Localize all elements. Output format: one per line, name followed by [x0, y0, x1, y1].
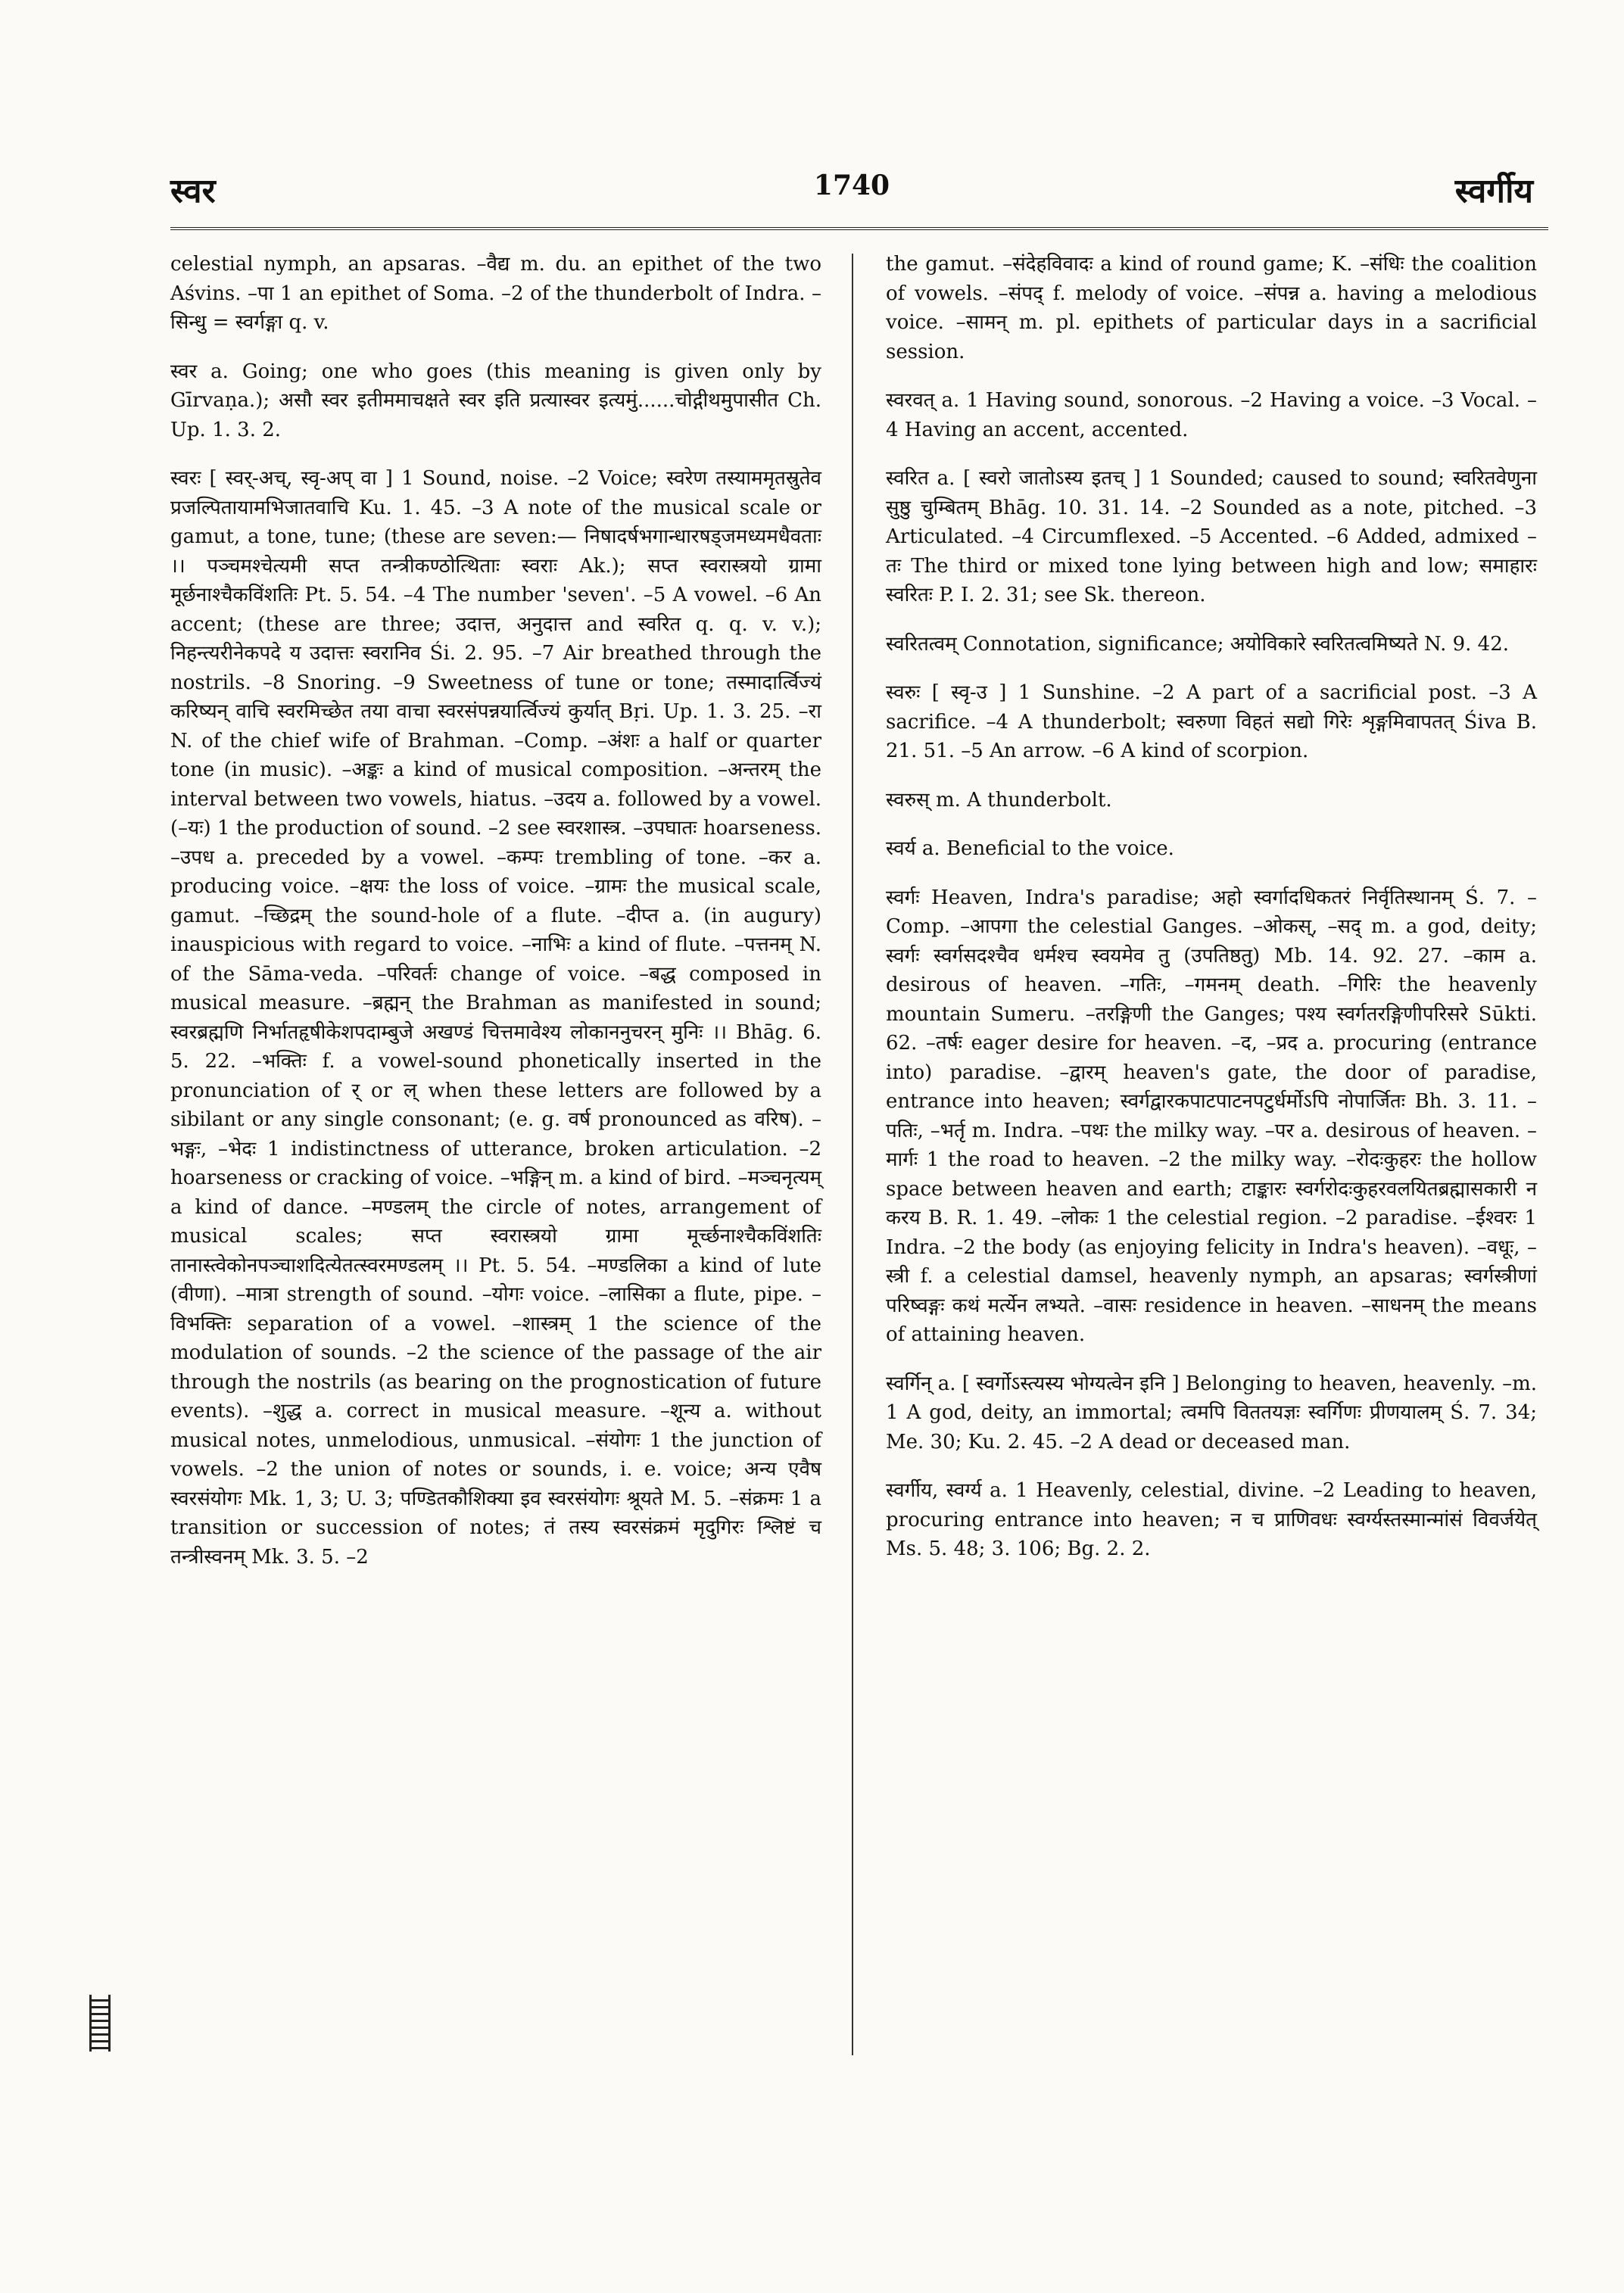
right-column [886, 250, 1537, 1584]
entry: स्वरवत् a. 1 Having sound, sonorous. –2 Having a voice. –3 Vocal. –4 Having an accent, accented. [886, 389, 1537, 441]
entry: स्वर a. Going; one who goes (this meaning is given only by Gīrvaṇa.); असौ स्वर इतीममाचक्षते स्वर इति प्रत्यास्वर इत्यमुं......चोद्गीथमुपासीत Ch. Up. 1. 3. 2. [170, 360, 821, 441]
entry: स्वर्गः Heaven, Indra's paradise; अहो स्वर्गादधिकतरं निर्वृतिस्थानम् Ś. 7. –Comp. –आपगा the celestial Ganges. –ओकस्, –सद् m. a god, deity; स्वर्गः स्वर्गसदश्चैव धर्मश्च स्वयमेव तु (उपतिष्ठतु) Mb. 14. 92. 27. –काम a. desirous of heaven. –गतिः, –गमनम् death. –गिरिः the heavenly mountain Sumeru. –तरङ्गिणी the Ganges; पश्य स्वर्गतरङ्गिणीपरिसरे Sūkti. 62. –तर्षः eager desire for heaven. –द, –प्रद a. procuring (entrance into) paradise. –द्वारम् heaven's gate, the door of paradise, entrance into heaven; स्वर्गद्वारकपाटपाटनपटुर्धर्मोऽपि नोपार्जितः Bh. 3. 11. –पतिः, –भर्तृ m. Indra. –पथः the milky way. –पर a. desirous of heaven. –मार्गः 1 the road to heaven. –2 the milky way. –रोदःकुहरः the hollow space between heaven and earth; टाङ्कारः स्वर्गरोदःकुहरवलयितब्रह्मासकारी न करय B. R. 1. 49. –लोकः 1 the celestial region. –2 paradise. –ईश्वरः 1 Indra. –2 the body (as enjoying felicity in Indra's heaven). –वधूः, –स्त्री f. a celestial damsel, heavenly nymph, an apsaras; स्वर्गस्त्रीणां परिष्वङ्गः कथं मर्त्येन लभ्यते. –वासः residence in heaven. –साधनम् the means of attaining heaven. [886, 886, 1537, 1346]
left-running-headword: स्वर [170, 172, 216, 210]
entry: the gamut. –संदेहविवादः a kind of round game; K. –संधिः the coalition of vowels. –संपद् f. melody of voice. –संपन्न a. having a melodious voice. –सामन् m. pl. epithets of particular days in a sacrificial session. [886, 253, 1537, 363]
column-divider [852, 254, 853, 2055]
left-column [170, 250, 821, 1591]
entry: स्वर्गीय, स्वर्ग्य a. 1 Heavenly, celestial, divine. –2 Leading to heaven, procuring entrance into heaven; न च प्राणिवधः स्वर्ग्यस्तस्मान्मांसं विवर्जयेत् Ms. 5. 48; 3. 106; Bg. 2. 2. [886, 1479, 1537, 1560]
right-running-headword: स्वर्गीय [1454, 172, 1533, 210]
margin-binding-mark [89, 1995, 111, 2052]
entry: स्वरितत्वम् Connotation, significance; अयोविकारे स्वरितत्वमिष्यते N. 9. 42. [886, 632, 1510, 656]
entry: स्वरुस् m. A thunderbolt. [886, 788, 1112, 812]
entry: स्वरित a. [ स्वरो जातोऽस्य इतच् ] 1 Sounded; caused to sound; स्वरितवेणुना सुष्ठु चुम्बितम् Bhāg. 10. 31. 14. –2 Sounded as a note, pitched. –3 Articulated. –4 Circumflexed. –5 Accented. –6 Added, admixed –तः The third or mixed tone lying between high and low; समाहारः स्वरितः P. I. 2. 31; see Sk. thereon. [886, 467, 1537, 606]
header-rule [170, 227, 1548, 230]
page-header [170, 167, 1533, 227]
page-number: 1740 [813, 170, 890, 201]
entry: स्वर्य a. Beneficial to the voice. [886, 837, 1174, 860]
entry: स्वरुः [ स्वृ-उ ] 1 Sunshine. –2 A part of a sacrificial post. –3 A sacrifice. –4 A thunderbolt; स्वरुणा विहतं सद्यो गिरेः शृङ्गमिवापतत् Śiva B. 21. 51. –5 An arrow. –6 A kind of scorpion. [886, 681, 1537, 762]
entry: celestial nymph, an apsaras. –वैद्य m. du. an epithet of the two Aśvins. –पा 1 an epithet of Soma. –2 of the thunderbolt of Indra. –सिन्धु = स्वर्गङ्गा q. v. [170, 253, 821, 334]
entry: स्वर्गिन् a. [ स्वर्गोऽस्त्यस्य भोग्यत्वेन इनि ] Belonging to heaven, heavenly. –m. 1 A god, deity, an immortal; त्वमपि विततयज्ञः स्वर्गिणः प्रीणयालम् Ś. 7. 34; Me. 30; Ku. 2. 45. –2 A dead or deceased man. [886, 1372, 1537, 1453]
entry: स्वरः [ स्वर्-अच्, स्वृ-अप् वा ] 1 Sound, noise. –2 Voice; स्वरेण तस्याममृतस्रुतेव प्रजल्पितायामभिजातवाचि Ku. 1. 45. –3 A note of the musical scale or gamut, a tone, tune; (these are seven:— निषादर्षभगान्धारषड्जमध्यमधैवताः ।। पञ्चमश्चेत्यमी सप्त तन्त्रीकण्ठोत्थिताः स्वराः Ak.); सप्त स्वरास्त्रयो ग्रामा मूर्छनाश्चैकविंशतिः Pt. 5. 54. –4 The number 'seven'. –5 A vowel. –6 An accent; (these are three; उदात्त, अनुदात्त and स्वरित q. q. v. v.); निहन्त्यरीनेकपदे य उदात्तः स्वरानिव Śi. 2. 95. –7 Air breathed through the nostrils. –8 Snoring. –9 Sweetness of tune or tone; तस्मादार्त्विज्यं करिष्यन् वाचि स्वरमिच्छेत तया वाचा स्वरसंपन्नयार्त्विज्यं कुर्यात् Bṛi. Up. 1. 3. 25. –रा N. of the chief wife of Brahman. –Comp. –अंशः a half or quarter tone (in music). –अङ्कः a kind of musical composition. –अन्तरम् the interval between two vowels, hiatus. –उदय a. followed by a vowel. (–यः) 1 the production of sound. –2 see स्वरशास्त्र. –उपघातः hoarseness. –उपध a. preceded by a vowel. –कम्पः trembling of tone. –कर a. producing voice. –क्षयः the loss of voice. –ग्रामः the musical scale, gamut. –च्छिद्रम् the sound-hole of a flute. –दीप्त a. (in augury) inauspicious with regard to voice. –नाभिः a kind of flute. –पत्तनम् N. of the Sāma-veda. –परिवर्तः change of voice. –बद्ध composed in musical measure. –ब्रह्मन् the Brahman as manifested in sound; स्वरब्रह्मणि निर्भातहृषीकेशपदाम्बुजे अखण्डं चित्तमावेश्य लोकाननुचरन् मुनिः ।। Bhāg. 6. 5. 22. –भक्तिः f. a vowel-sound phonetically inserted in the pronunciation of र् or ल् when these letters are followed by a sibilant or any single consonant; (e. g. वर्ष pronounced as वरिष). –भङ्गः, –भेदः 1 indistinctness of utterance, broken articulation. –2 hoarseness or cracking of voice. –भङ्गिन् m. a kind of bird. –मञ्चनृत्यम् a kind of dance. –मण्डलम् the circle of notes, arrangement of musical scales; सप्त स्वरास्त्रयो ग्रामा मूर्च्छनाश्चैकविंशतिः तानास्त्वेकोनपञ्चाशदित्येतत्स्वरमण्डलम् ।। Pt. 5. 54. –मण्डलिका a kind of lute (वीणा). –मात्रा strength of sound. –योगः voice. –लासिका a flute, pipe. –विभक्तिः separation of a vowel. –शास्त्रम् 1 the science of the modulation of sounds. –2 the science of the passage of the air through the nostrils (as bearing on the prognostication of future events). –शुद्ध a. correct in musical measure. –शून्य a. without musical notes, unmelodious, unmusical. –संयोगः 1 the junction of vowels. –2 the union of notes or sounds, i. e. voice; अन्य एवैष स्वरसंयोगः Mk. 1, 3; U. 3; पण्डितकौशिक्या इव स्वरसंयोगः श्रूयते M. 5. –संक्रमः 1 a transition or succession of notes; तं तस्य स्वरसंक्रमं मृदुगिरः श्लिष्टं च तन्त्रीस्वनम् Mk. 3. 5. –2 [170, 467, 821, 1569]
